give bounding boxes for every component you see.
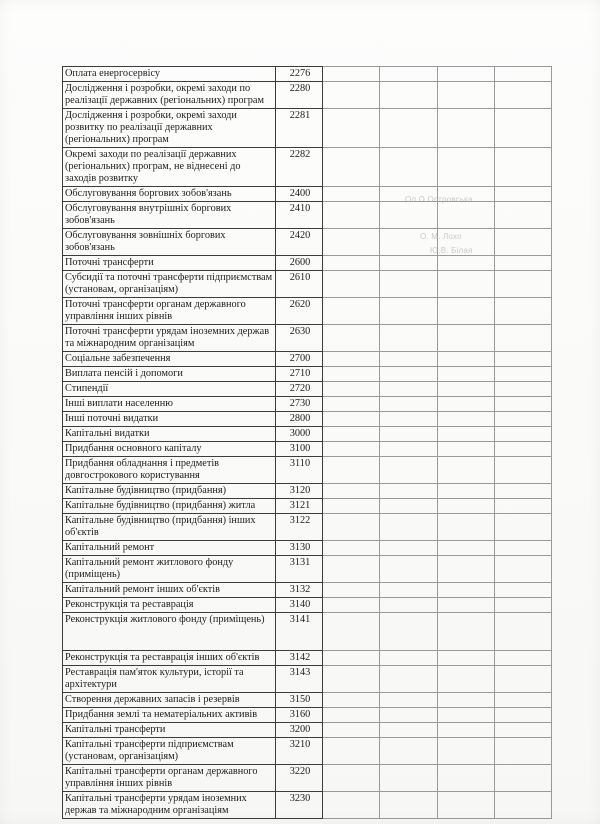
empty-cell: [494, 484, 551, 499]
empty-cell: [437, 67, 494, 82]
empty-cell: [323, 442, 380, 457]
empty-cell: [494, 427, 551, 442]
table-row: [63, 187, 552, 202]
row-code: 2600: [276, 256, 323, 271]
empty-cell: [494, 499, 551, 514]
row-code: 3140: [276, 598, 323, 613]
table-row: [63, 352, 552, 367]
empty-cell: [323, 367, 380, 382]
empty-cell: [437, 613, 494, 651]
empty-cell: [494, 598, 551, 613]
empty-cell: [437, 556, 494, 583]
row-name: Обслуговування внутрішніх боргових зобов'язань: [63, 202, 276, 229]
empty-cell: [437, 693, 494, 708]
row-name: Капітальні трансферти урядам іноземних держав та міжнародним організаціям: [63, 792, 276, 819]
empty-cell: [437, 442, 494, 457]
table-row: [63, 457, 552, 484]
table-row: [63, 484, 552, 499]
empty-cell: [323, 613, 380, 651]
empty-cell: [323, 148, 380, 187]
row-name: Капітальне будівництво (придбання): [63, 484, 276, 499]
row-code: 3150: [276, 693, 323, 708]
empty-cell: [380, 187, 437, 202]
empty-cell: [323, 412, 380, 427]
table-row: [63, 499, 552, 514]
empty-cell: [380, 229, 437, 256]
empty-cell: [323, 693, 380, 708]
empty-cell: [323, 792, 380, 819]
empty-cell: [494, 229, 551, 256]
empty-cell: [323, 187, 380, 202]
row-code: 3220: [276, 765, 323, 792]
empty-cell: [437, 484, 494, 499]
row-code: 2400: [276, 187, 323, 202]
row-code: 3131: [276, 556, 323, 583]
empty-cell: [437, 187, 494, 202]
row-code: 3142: [276, 651, 323, 666]
empty-cell: [380, 442, 437, 457]
row-name: Реставрація пам'яток культури, історії та архітектури: [63, 666, 276, 693]
row-name: Стипендії: [63, 382, 276, 397]
row-name: Поточні трансферти урядам іноземних держав та міжнародним організаціям: [63, 325, 276, 352]
row-name: Капітальні видатки: [63, 427, 276, 442]
empty-cell: [494, 792, 551, 819]
table-row: [63, 651, 552, 666]
row-code: 3121: [276, 499, 323, 514]
row-name: Обслуговування боргових зобов'язань: [63, 187, 276, 202]
row-code: 3143: [276, 666, 323, 693]
empty-cell: [437, 765, 494, 792]
table-row: [63, 202, 552, 229]
empty-cell: [323, 67, 380, 82]
table-row: [63, 738, 552, 765]
empty-cell: [380, 723, 437, 738]
empty-cell: [380, 514, 437, 541]
row-name: Капітальний ремонт житлового фонду (приміщень): [63, 556, 276, 583]
table-row: [63, 367, 552, 382]
row-code: 3130: [276, 541, 323, 556]
empty-cell: [494, 256, 551, 271]
table-row: [63, 792, 552, 819]
empty-cell: [494, 298, 551, 325]
empty-cell: [323, 82, 380, 109]
empty-cell: [494, 666, 551, 693]
row-code: 2620: [276, 298, 323, 325]
empty-cell: [323, 583, 380, 598]
row-code: 3160: [276, 708, 323, 723]
empty-cell: [437, 148, 494, 187]
empty-cell: [437, 256, 494, 271]
empty-cell: [380, 367, 437, 382]
empty-cell: [323, 352, 380, 367]
empty-cell: [380, 583, 437, 598]
row-name: Поточні трансферти органам державного управління інших рівнів: [63, 298, 276, 325]
table-row: [63, 765, 552, 792]
empty-cell: [380, 651, 437, 666]
empty-cell: [380, 499, 437, 514]
table-row: [63, 427, 552, 442]
empty-cell: [323, 202, 380, 229]
empty-cell: [380, 352, 437, 367]
faint-stamp-line: О. М. Лохо: [420, 232, 462, 241]
row-name: Дослідження і розробки, окремі заходи розвитку по реалізації державних (регіональних) програм: [63, 109, 276, 148]
empty-cell: [437, 666, 494, 693]
empty-cell: [494, 202, 551, 229]
empty-cell: [494, 187, 551, 202]
table-row: [63, 666, 552, 693]
empty-cell: [323, 598, 380, 613]
empty-cell: [437, 723, 494, 738]
row-name: Капітальний ремонт інших об'єктів: [63, 583, 276, 598]
empty-cell: [437, 382, 494, 397]
row-name: Субсидії та поточні трансферти підприємствам (установам, організаціям): [63, 271, 276, 298]
table-row: [63, 708, 552, 723]
table-row: [63, 229, 552, 256]
row-name: Капітальне будівництво (придбання) житла: [63, 499, 276, 514]
table-row: [63, 382, 552, 397]
empty-cell: [323, 325, 380, 352]
table-row: [63, 693, 552, 708]
empty-cell: [437, 367, 494, 382]
empty-cell: [494, 583, 551, 598]
empty-cell: [323, 765, 380, 792]
empty-cell: [323, 738, 380, 765]
empty-cell: [494, 651, 551, 666]
table-row: [63, 556, 552, 583]
table-row: [63, 271, 552, 298]
table-row: [63, 148, 552, 187]
empty-cell: [380, 792, 437, 819]
row-name: Дослідження і розробки, окремі заходи по реалізації державних (регіональних) програм: [63, 82, 276, 109]
row-name: Капітальні трансферти: [63, 723, 276, 738]
table-body: [63, 67, 552, 819]
row-code: 3122: [276, 514, 323, 541]
empty-cell: [437, 397, 494, 412]
table-row: [63, 541, 552, 556]
empty-cell: [494, 514, 551, 541]
empty-cell: [380, 598, 437, 613]
empty-cell: [323, 457, 380, 484]
empty-cell: [323, 427, 380, 442]
empty-cell: [323, 484, 380, 499]
row-name: Придбання основного капіталу: [63, 442, 276, 457]
empty-cell: [494, 708, 551, 723]
empty-cell: [494, 613, 551, 651]
empty-cell: [437, 352, 494, 367]
table-row: [63, 256, 552, 271]
empty-cell: [494, 382, 551, 397]
empty-cell: [494, 109, 551, 148]
empty-cell: [437, 541, 494, 556]
table-row: [63, 109, 552, 148]
empty-cell: [323, 382, 380, 397]
empty-cell: [380, 148, 437, 187]
empty-cell: [494, 693, 551, 708]
row-code: 2276: [276, 67, 323, 82]
row-code: 2730: [276, 397, 323, 412]
empty-cell: [380, 556, 437, 583]
row-name: Капітальне будівництво (придбання) інших об'єктів: [63, 514, 276, 541]
row-code: 3230: [276, 792, 323, 819]
row-name: Створення державних запасів і резервів: [63, 693, 276, 708]
row-code: 3000: [276, 427, 323, 442]
empty-cell: [437, 738, 494, 765]
empty-cell: [380, 738, 437, 765]
empty-cell: [494, 723, 551, 738]
row-name: Капітальні трансферти підприємствам (установам, організаціям): [63, 738, 276, 765]
empty-cell: [437, 457, 494, 484]
empty-cell: [380, 765, 437, 792]
row-name: Інші виплати населенню: [63, 397, 276, 412]
empty-cell: [380, 271, 437, 298]
empty-cell: [323, 514, 380, 541]
empty-cell: [380, 427, 437, 442]
row-name: Реконструкція та реставрація: [63, 598, 276, 613]
empty-cell: [494, 412, 551, 427]
row-code: 2282: [276, 148, 323, 187]
row-code: 2420: [276, 229, 323, 256]
empty-cell: [494, 442, 551, 457]
row-code: 3200: [276, 723, 323, 738]
row-name: Реконструкція та реставрація інших об'єктів: [63, 651, 276, 666]
empty-cell: [323, 499, 380, 514]
row-code: 2630: [276, 325, 323, 352]
row-code: 2610: [276, 271, 323, 298]
table-row: [63, 325, 552, 352]
row-code: 3100: [276, 442, 323, 457]
empty-cell: [323, 666, 380, 693]
table-row: [63, 298, 552, 325]
table-row: [63, 723, 552, 738]
empty-cell: [494, 352, 551, 367]
empty-cell: [380, 666, 437, 693]
row-name: Обслуговування зовнішніх боргових зобов'язань: [63, 229, 276, 256]
table-row: [63, 82, 552, 109]
empty-cell: [380, 484, 437, 499]
empty-cell: [323, 256, 380, 271]
empty-cell: [380, 67, 437, 82]
row-name: Інші поточні видатки: [63, 412, 276, 427]
empty-cell: [494, 82, 551, 109]
empty-cell: [323, 109, 380, 148]
table-row: [63, 67, 552, 82]
empty-cell: [323, 229, 380, 256]
row-name: Поточні трансферти: [63, 256, 276, 271]
faint-stamp-line: Ол.О.Островська: [405, 195, 473, 204]
row-code: 3120: [276, 484, 323, 499]
empty-cell: [323, 651, 380, 666]
row-code: 2800: [276, 412, 323, 427]
empty-cell: [437, 427, 494, 442]
empty-cell: [437, 271, 494, 298]
empty-cell: [380, 412, 437, 427]
empty-cell: [380, 708, 437, 723]
empty-cell: [323, 723, 380, 738]
row-code: 3132: [276, 583, 323, 598]
row-code: 3210: [276, 738, 323, 765]
empty-cell: [494, 541, 551, 556]
faint-stamp-line: Ю.В. Білая: [430, 246, 473, 255]
table-row: [63, 397, 552, 412]
empty-cell: [494, 397, 551, 412]
empty-cell: [380, 202, 437, 229]
row-name: Капітальний ремонт: [63, 541, 276, 556]
row-name: Придбання обладнання і предметів довгострокового користування: [63, 457, 276, 484]
empty-cell: [437, 109, 494, 148]
empty-cell: [494, 457, 551, 484]
empty-cell: [437, 583, 494, 598]
table-row: [63, 598, 552, 613]
empty-cell: [323, 271, 380, 298]
row-name: Оплата енергосервісу: [63, 67, 276, 82]
empty-cell: [437, 202, 494, 229]
row-name: Придбання землі та нематеріальних активів: [63, 708, 276, 723]
row-name: Окремі заходи по реалізації державних (регіональних) програм, не віднесені до заходів розвитку: [63, 148, 276, 187]
row-name: Капітальні трансферти органам державного управління інших рівнів: [63, 765, 276, 792]
row-name: Виплата пенсій і допомоги: [63, 367, 276, 382]
table-row: [63, 412, 552, 427]
table-row: [63, 442, 552, 457]
empty-cell: [380, 109, 437, 148]
empty-cell: [494, 325, 551, 352]
empty-cell: [380, 382, 437, 397]
empty-cell: [380, 693, 437, 708]
empty-cell: [323, 541, 380, 556]
empty-cell: [437, 499, 494, 514]
row-code: 3110: [276, 457, 323, 484]
table-row: [63, 613, 552, 651]
empty-cell: [380, 298, 437, 325]
empty-cell: [380, 325, 437, 352]
empty-cell: [380, 82, 437, 109]
empty-cell: [437, 298, 494, 325]
empty-cell: [380, 397, 437, 412]
empty-cell: [437, 708, 494, 723]
row-name: Реконструкція житлового фонду (приміщень): [63, 613, 276, 651]
empty-cell: [494, 148, 551, 187]
empty-cell: [380, 256, 437, 271]
empty-cell: [323, 556, 380, 583]
empty-cell: [380, 457, 437, 484]
empty-cell: [437, 412, 494, 427]
empty-cell: [380, 541, 437, 556]
row-code: 2710: [276, 367, 323, 382]
empty-cell: [494, 765, 551, 792]
empty-cell: [437, 229, 494, 256]
row-name: Соціальне забезпечення: [63, 352, 276, 367]
empty-cell: [494, 67, 551, 82]
empty-cell: [323, 708, 380, 723]
expenditure-codes-table: [62, 66, 552, 819]
table-row: [63, 514, 552, 541]
row-code: 2280: [276, 82, 323, 109]
row-code: 2410: [276, 202, 323, 229]
empty-cell: [437, 792, 494, 819]
row-code: 2720: [276, 382, 323, 397]
empty-cell: [323, 397, 380, 412]
row-code: 2700: [276, 352, 323, 367]
row-code: 3141: [276, 613, 323, 651]
empty-cell: [437, 598, 494, 613]
empty-cell: [380, 613, 437, 651]
empty-cell: [437, 82, 494, 109]
row-code: 2281: [276, 109, 323, 148]
empty-cell: [323, 298, 380, 325]
empty-cell: [437, 325, 494, 352]
empty-cell: [437, 514, 494, 541]
empty-cell: [494, 556, 551, 583]
empty-cell: [494, 738, 551, 765]
empty-cell: [437, 651, 494, 666]
empty-cell: [494, 367, 551, 382]
table-row: [63, 583, 552, 598]
empty-cell: [494, 271, 551, 298]
